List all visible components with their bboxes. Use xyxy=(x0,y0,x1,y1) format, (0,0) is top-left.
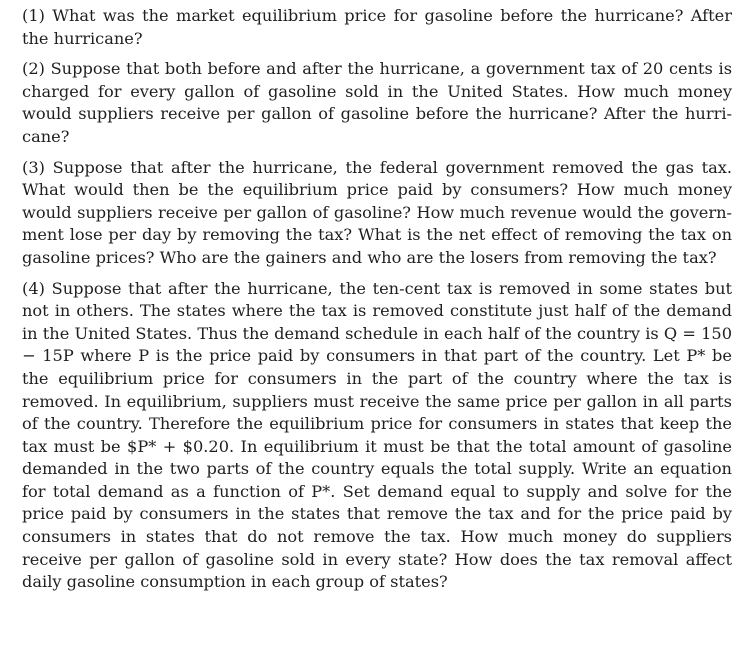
question-3-text: (3) Suppose that after the hurricane, the federal government removed the gas tax. What would then be the equilibrium price paid by consumers? How much money would suppliers receive per gallon of gasoline? How much revenue would the government lose per day by removing the tax? What is the net effect of removing the tax on gasoline prices? Who are the gainers and who are the losers from removing the tax? xyxy=(22,157,732,267)
question-2 xyxy=(22,58,732,148)
question-2-text: (2) Suppose that both before and after the hurricane, a government tax of 20 cents is charged for every gallon of gasoline sold in the United States. How much money would suppliers receive per gallon of gasoline before the hurricane? After the hurricane? xyxy=(22,59,732,146)
question-3 xyxy=(22,157,732,270)
problem-text xyxy=(22,5,732,602)
question-1 xyxy=(22,5,732,50)
question-1-text: (1) What was the market equilibrium price for gasoline before the hurricane? After the hurricane? xyxy=(22,6,732,48)
question-4 xyxy=(22,278,732,594)
question-4-text: (4) Suppose that after the hurricane, the ten-cent tax is removed in some states but not in others. The states where the tax is removed constitute just half of the demand in the United States. Thus the demand schedule in each half of the country is Q = 150 − 15P where P is the price paid by consumers in that part of the country. Let P* be the equilibrium price for consumers in the part of the country where the tax is removed. In equilibrium, suppliers must receive the same price per gallon in all parts of the country. Therefore the equilibrium price for consumers in states that keep the tax must be $P* + $0.20. In equilibrium it must be that the total amount of gasoline demanded in the two parts of the country equals the total supply. Write an equation for total demand as a function of P*. Set demand equal to supply and solve for the price paid by consumers in the states that remove the tax and for the price paid by consumers in states that do not remove the tax. How much money do suppliers receive per gallon of gasoline sold in every state? How does the tax removal affect daily gasoline consumption in each group of states? xyxy=(22,278,732,592)
